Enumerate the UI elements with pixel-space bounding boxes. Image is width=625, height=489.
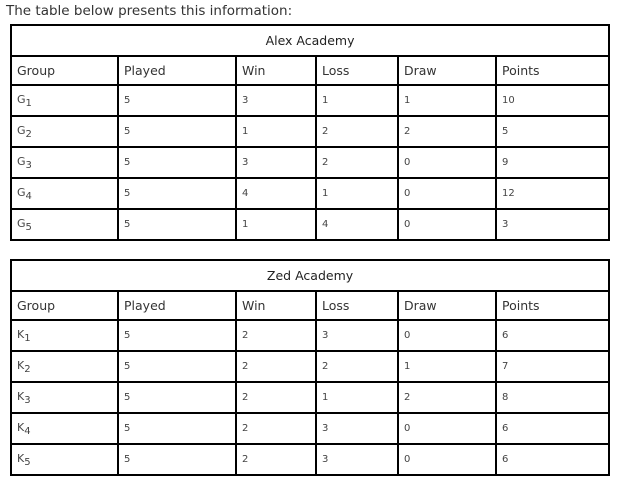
group-letter: G — [17, 154, 26, 168]
win-cell: 2 — [236, 382, 316, 413]
win-cell: 4 — [236, 178, 316, 209]
loss-cell: 2 — [316, 147, 398, 178]
table-title: Zed Academy — [11, 260, 609, 291]
group-cell — [11, 413, 118, 444]
draw-cell: 2 — [398, 116, 496, 147]
group-letter: K — [17, 389, 25, 403]
group-cell — [11, 178, 118, 209]
group-number: 1 — [25, 97, 32, 109]
played-cell: 5 — [118, 178, 236, 209]
points-cell: 10 — [496, 85, 609, 116]
group-cell — [11, 209, 118, 240]
points-cell: 6 — [496, 320, 609, 351]
played-cell: 5 — [118, 413, 236, 444]
group-letter: G — [17, 185, 26, 199]
win-cell: 2 — [236, 444, 316, 475]
loss-cell: 1 — [316, 85, 398, 116]
draw-cell: 1 — [398, 351, 496, 382]
table-header-row — [11, 291, 609, 320]
alex-academy-table — [10, 24, 610, 241]
group-number: 4 — [24, 425, 31, 437]
group-cell — [11, 351, 118, 382]
points-cell: 6 — [496, 413, 609, 444]
column-header-draw: Draw — [398, 56, 496, 85]
group-number: 3 — [24, 394, 31, 406]
group-cell — [11, 85, 118, 116]
group-number: 5 — [25, 221, 32, 233]
group-cell — [11, 382, 118, 413]
column-header-points: Points — [496, 291, 609, 320]
win-cell: 1 — [236, 116, 316, 147]
table-title-row — [11, 260, 609, 291]
draw-cell: 2 — [398, 382, 496, 413]
win-cell: 2 — [236, 413, 316, 444]
table-row — [11, 351, 609, 382]
loss-cell: 4 — [316, 209, 398, 240]
table-row — [11, 178, 609, 209]
group-letter: K — [17, 451, 25, 465]
group-cell — [11, 320, 118, 351]
win-cell: 2 — [236, 351, 316, 382]
group-number: 1 — [24, 332, 31, 344]
table-row — [11, 444, 609, 475]
group-letter: K — [17, 327, 25, 341]
played-cell: 5 — [118, 147, 236, 178]
column-header-played: Played — [118, 291, 236, 320]
win-cell: 1 — [236, 209, 316, 240]
points-cell: 9 — [496, 147, 609, 178]
zed-academy-table — [10, 259, 610, 476]
table-row — [11, 382, 609, 413]
group-number: 5 — [24, 456, 31, 468]
table-row — [11, 147, 609, 178]
points-cell: 3 — [496, 209, 609, 240]
table-row — [11, 85, 609, 116]
table-row — [11, 116, 609, 147]
table-row — [11, 320, 609, 351]
group-letter: G — [17, 216, 26, 230]
draw-cell: 0 — [398, 413, 496, 444]
column-header-group: Group — [11, 291, 118, 320]
played-cell: 5 — [118, 116, 236, 147]
loss-cell: 2 — [316, 116, 398, 147]
column-header-played: Played — [118, 56, 236, 85]
points-cell: 12 — [496, 178, 609, 209]
column-header-points: Points — [496, 56, 609, 85]
draw-cell: 1 — [398, 85, 496, 116]
table-header-row — [11, 56, 609, 85]
column-header-group: Group — [11, 56, 118, 85]
group-letter: K — [17, 420, 25, 434]
table-row — [11, 209, 609, 240]
table-title: Alex Academy — [11, 25, 609, 56]
points-cell: 7 — [496, 351, 609, 382]
table-title-row — [11, 25, 609, 56]
draw-cell: 0 — [398, 147, 496, 178]
played-cell: 5 — [118, 85, 236, 116]
group-number: 2 — [25, 128, 32, 140]
group-letter: G — [17, 123, 26, 137]
intro-text: The table below presents this information: — [6, 3, 293, 19]
points-cell: 6 — [496, 444, 609, 475]
table-row — [11, 413, 609, 444]
loss-cell: 1 — [316, 178, 398, 209]
group-number: 4 — [25, 190, 32, 202]
group-cell — [11, 147, 118, 178]
column-header-loss: Loss — [316, 291, 398, 320]
win-cell: 3 — [236, 147, 316, 178]
points-cell: 5 — [496, 116, 609, 147]
win-cell: 2 — [236, 320, 316, 351]
win-cell: 3 — [236, 85, 316, 116]
played-cell: 5 — [118, 351, 236, 382]
column-header-win: Win — [236, 56, 316, 85]
group-cell — [11, 444, 118, 475]
group-number: 2 — [24, 363, 31, 375]
draw-cell: 0 — [398, 178, 496, 209]
draw-cell: 0 — [398, 320, 496, 351]
group-letter: G — [17, 92, 26, 106]
column-header-win: Win — [236, 291, 316, 320]
column-header-loss: Loss — [316, 56, 398, 85]
group-number: 3 — [25, 159, 32, 171]
played-cell: 5 — [118, 209, 236, 240]
group-cell — [11, 116, 118, 147]
played-cell: 5 — [118, 382, 236, 413]
loss-cell: 3 — [316, 413, 398, 444]
played-cell: 5 — [118, 444, 236, 475]
loss-cell: 1 — [316, 382, 398, 413]
draw-cell: 0 — [398, 444, 496, 475]
points-cell: 8 — [496, 382, 609, 413]
played-cell: 5 — [118, 320, 236, 351]
loss-cell: 2 — [316, 351, 398, 382]
group-letter: K — [17, 358, 25, 372]
loss-cell: 3 — [316, 444, 398, 475]
draw-cell: 0 — [398, 209, 496, 240]
loss-cell: 3 — [316, 320, 398, 351]
column-header-draw: Draw — [398, 291, 496, 320]
